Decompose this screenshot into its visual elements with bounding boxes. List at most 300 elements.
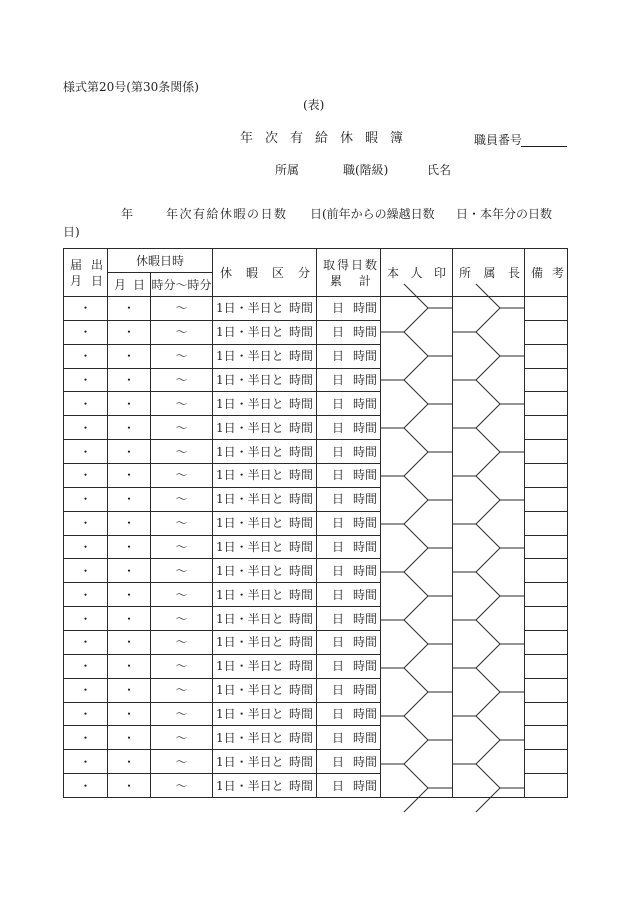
remarks-cell: [525, 678, 568, 702]
table-row: [64, 702, 568, 726]
header-row-top: [64, 249, 568, 273]
leave-category-hours-unit: 時間: [289, 396, 314, 411]
leave-date-dot: ・: [122, 778, 135, 793]
leave-category-day-option: 1日・半日と: [216, 444, 284, 459]
table-row: [64, 320, 568, 344]
notification-date-dot: ・: [79, 683, 92, 698]
header-notification-date: [64, 249, 113, 297]
header-self-seal: [381, 249, 458, 297]
days-taken-days-unit: 日: [332, 516, 345, 531]
leave-time-tilde: 〜: [175, 516, 188, 531]
days-taken-days-unit: 日: [332, 373, 345, 387]
notification-date-cell: [64, 607, 108, 631]
days-taken-total-cell: [317, 344, 381, 368]
supervisor-seal-cell: [453, 774, 525, 798]
header-supervisor: [453, 249, 533, 297]
supervisor-seal-cell: [453, 297, 525, 321]
remarks-cell: [525, 511, 568, 535]
days-taken-days-unit: 日: [332, 563, 345, 578]
days-taken-hours-unit: 時間: [353, 516, 378, 531]
leave-date-cell: [108, 774, 151, 798]
leave-time-tilde: 〜: [175, 778, 188, 793]
leave-category-hours-unit: 時間: [289, 420, 314, 435]
notification-date-cell: [64, 774, 108, 798]
days-taken-hours-unit: 時間: [353, 611, 378, 626]
leave-time-cell: [151, 297, 213, 321]
table-row: [64, 583, 568, 607]
header-leave-time: [151, 273, 213, 297]
leave-category-day-option: 1日・半日と: [216, 492, 284, 507]
self-seal-cell: [381, 320, 453, 344]
notification-date-dot: ・: [79, 516, 92, 531]
notification-date-dot: ・: [79, 754, 92, 769]
leave-date-cell: [108, 344, 151, 368]
leave-category-hours-unit: 時間: [289, 492, 314, 507]
leave-time-cell: [151, 631, 213, 655]
leave-category-hours-unit: 時間: [289, 563, 314, 578]
notification-date-dot: ・: [79, 325, 92, 340]
table-row: [64, 297, 568, 321]
notification-date-dot: ・: [79, 659, 92, 674]
self-seal-cell: [381, 368, 453, 392]
header-days-taken-bottom: 累計: [330, 273, 389, 288]
self-seal-cell: [381, 487, 453, 511]
table-row: [64, 678, 568, 702]
days-taken-days-unit: 日: [332, 635, 345, 650]
leave-category-day-option: 1日・半日と: [216, 683, 284, 698]
notification-date-dot: ・: [79, 707, 92, 722]
leave-category-day-option: 1日・半日と: [216, 778, 284, 793]
header-notification-date-bottom: 月日: [70, 273, 113, 288]
notification-date-cell: [64, 392, 108, 416]
leave-date-dot: ・: [122, 396, 135, 411]
supervisor-seal-cell: [453, 631, 525, 655]
notification-date-dot: ・: [79, 540, 92, 555]
leave-category-hours-unit: 時間: [289, 730, 314, 745]
leave-time-cell: [151, 726, 213, 750]
leave-date-cell: [108, 583, 151, 607]
leave-category-cell: [213, 392, 317, 416]
days-taken-total-cell: [317, 320, 381, 344]
leave-category-cell: [213, 416, 317, 440]
leave-time-tilde: 〜: [175, 325, 188, 340]
leave-date-cell: [108, 297, 151, 321]
table-row: [64, 440, 568, 464]
remarks-cell: [525, 774, 568, 798]
leave-category-day-option: 1日・半日と: [216, 659, 284, 674]
remarks-cell: [525, 487, 568, 511]
header-leave-datetime-label: 休暇日時: [136, 253, 185, 268]
notification-date-dot: ・: [79, 396, 92, 411]
header-days-taken: [317, 249, 389, 297]
leave-time-cell: [151, 702, 213, 726]
notification-date-cell: [64, 559, 108, 583]
days-taken-total-cell: [317, 583, 381, 607]
leave-date-dot: ・: [122, 659, 135, 674]
leave-category-hours-unit: 時間: [289, 349, 314, 364]
leave-category-day-option: 1日・半日と: [216, 373, 284, 387]
self-seal-cell: [381, 654, 453, 678]
header-self-seal-label: 本人印: [387, 265, 458, 280]
leave-category-cell: [213, 344, 317, 368]
leave-category-day-option: 1日・半日と: [216, 349, 284, 364]
header-leave-category-label: 休暇区分: [220, 265, 325, 280]
leave-date-cell: [108, 440, 151, 464]
notification-date-cell: [64, 702, 108, 726]
leave-time-cell: [151, 392, 213, 416]
days-taken-days-unit: 日: [332, 730, 345, 745]
remarks-cell: [525, 464, 568, 488]
self-seal-cell: [381, 678, 453, 702]
leave-time-tilde: 〜: [175, 683, 188, 698]
days-taken-hours-unit: 時間: [353, 492, 378, 507]
leave-category-cell: [213, 320, 317, 344]
self-seal-cell: [381, 297, 453, 321]
supervisor-seal-cell: [453, 559, 525, 583]
leave-time-tilde: 〜: [175, 396, 188, 411]
leave-category-cell: [213, 654, 317, 678]
days-taken-total-cell: [317, 702, 381, 726]
days-taken-hours-unit: 時間: [353, 396, 378, 411]
notification-date-cell: [64, 487, 108, 511]
remarks-cell: [525, 440, 568, 464]
self-seal-cell: [381, 702, 453, 726]
leave-time-cell: [151, 511, 213, 535]
leave-time-tilde: 〜: [175, 563, 188, 578]
leave-category-cell: [213, 297, 317, 321]
notification-date-dot: ・: [79, 444, 92, 459]
leave-time-cell: [151, 750, 213, 774]
leave-category-hours-unit: 時間: [289, 516, 314, 531]
notification-date-dot: ・: [79, 468, 92, 483]
days-taken-days-unit: 日: [332, 444, 345, 459]
days-taken-total-cell: [317, 654, 381, 678]
days-taken-days-unit: 日: [332, 492, 345, 507]
leave-category-hours-unit: 時間: [289, 659, 314, 674]
notification-date-cell: [64, 678, 108, 702]
remarks-cell: [525, 559, 568, 583]
leave-category-cell: [213, 774, 317, 798]
leave-date-cell: [108, 464, 151, 488]
self-seal-cell: [381, 440, 453, 464]
leave-date-cell: [108, 392, 151, 416]
days-taken-total-cell: [317, 607, 381, 631]
days-taken-hours-unit: 時間: [353, 730, 378, 745]
days-taken-hours-unit: 時間: [353, 707, 378, 722]
days-taken-days-unit: 日: [332, 611, 345, 626]
leave-category-day-option: 1日・半日と: [216, 540, 284, 555]
leave-date-dot: ・: [122, 754, 135, 769]
days-taken-days-unit: 日: [332, 540, 345, 555]
header-notification-date-top: 届出: [70, 257, 113, 272]
self-seal-cell: [381, 583, 453, 607]
leave-category-hours-unit: 時間: [289, 778, 314, 793]
leave-category-hours-unit: 時間: [289, 635, 314, 650]
days-taken-hours-unit: 時間: [353, 468, 378, 483]
leave-category-cell: [213, 631, 317, 655]
leave-date-cell: [108, 726, 151, 750]
supervisor-seal-cell: [453, 440, 525, 464]
leave-category-hours-unit: 時間: [289, 468, 314, 483]
leave-time-cell: [151, 678, 213, 702]
notification-date-cell: [64, 344, 108, 368]
leave-date-dot: ・: [122, 468, 135, 483]
leave-time-tilde: 〜: [175, 468, 188, 483]
leave-time-cell: [151, 464, 213, 488]
self-seal-cell: [381, 774, 453, 798]
leave-time-cell: [151, 440, 213, 464]
self-seal-cell: [381, 750, 453, 774]
leave-date-cell: [108, 559, 151, 583]
days-taken-total-cell: [317, 774, 381, 798]
leave-category-cell: [213, 702, 317, 726]
notification-date-dot: ・: [79, 563, 92, 578]
days-taken-days-unit: 日: [332, 659, 345, 674]
header-leave-time-label: 時分〜時分: [151, 277, 212, 292]
table-row: [64, 726, 568, 750]
leave-time-tilde: 〜: [175, 540, 188, 555]
leave-date-dot: ・: [122, 420, 135, 435]
days-taken-hours-unit: 時間: [353, 683, 378, 698]
notification-date-dot: ・: [79, 635, 92, 650]
leave-date-cell: [108, 678, 151, 702]
leave-date-dot: ・: [122, 683, 135, 698]
side-label: (表): [303, 98, 325, 112]
leave-category-day-option: 1日・半日と: [216, 635, 284, 650]
self-seal-cell: [381, 392, 453, 416]
header-leave-category: [213, 249, 325, 297]
notification-date-dot: ・: [79, 349, 92, 364]
self-seal-cell: [381, 559, 453, 583]
supervisor-seal-cell: [453, 416, 525, 440]
leave-category-cell: [213, 726, 317, 750]
leave-date-dot: ・: [122, 563, 135, 578]
remarks-cell: [525, 320, 568, 344]
leave-category-hours-unit: 時間: [289, 540, 314, 555]
notification-date-dot: ・: [79, 730, 92, 745]
leave-category-hours-unit: 時間: [289, 301, 314, 316]
supervisor-seal-cell: [453, 344, 525, 368]
days-taken-total-cell: [317, 726, 381, 750]
days-taken-total-cell: [317, 678, 381, 702]
leave-date-cell: [108, 702, 151, 726]
self-seal-cell: [381, 607, 453, 631]
notification-date-dot: ・: [79, 420, 92, 435]
days-taken-total-cell: [317, 535, 381, 559]
table-row: [64, 487, 568, 511]
supervisor-seal-cell: [453, 583, 525, 607]
leave-date-cell: [108, 320, 151, 344]
leave-category-cell: [213, 583, 317, 607]
leave-date-cell: [108, 368, 151, 392]
affiliation-label: 所属: [275, 163, 300, 177]
supervisor-seal-cell: [453, 750, 525, 774]
days-taken-days-unit: 日: [332, 301, 345, 316]
leave-time-cell: [151, 368, 213, 392]
notification-date-dot: ・: [79, 492, 92, 507]
table-row: [64, 464, 568, 488]
employee-number-label: 職員番号: [474, 133, 523, 147]
notification-date-cell: [64, 297, 108, 321]
leave-category-cell: [213, 750, 317, 774]
days-taken-hours-unit: 時間: [353, 778, 378, 793]
supervisor-seal-cell: [453, 535, 525, 559]
remarks-cell: [525, 392, 568, 416]
days-taken-total-cell: [317, 464, 381, 488]
leave-category-day-option: 1日・半日と: [216, 563, 284, 578]
notification-date-dot: ・: [79, 778, 92, 793]
notification-date-cell: [64, 535, 108, 559]
leave-date-dot: ・: [122, 540, 135, 555]
leave-category-hours-unit: 時間: [289, 611, 314, 626]
notification-date-cell: [64, 654, 108, 678]
notification-date-cell: [64, 320, 108, 344]
days-taken-hours-unit: 時間: [353, 420, 378, 435]
supervisor-seal-cell: [453, 678, 525, 702]
leave-category-hours-unit: 時間: [289, 587, 314, 602]
leave-category-hours-unit: 時間: [289, 373, 314, 387]
self-seal-cell: [381, 416, 453, 440]
remarks-cell: [525, 368, 568, 392]
leave-time-tilde: 〜: [175, 707, 188, 722]
leave-time-tilde: 〜: [175, 730, 188, 745]
self-seal-cell: [381, 726, 453, 750]
table-header: [64, 249, 574, 297]
leave-category-hours-unit: 時間: [289, 683, 314, 698]
notification-date-cell: [64, 368, 108, 392]
supervisor-seal-cell: [453, 511, 525, 535]
self-seal-cell: [381, 631, 453, 655]
leave-category-day-option: 1日・半日と: [216, 587, 284, 602]
days-taken-days-unit: 日: [332, 587, 345, 602]
notification-date-cell: [64, 631, 108, 655]
leave-ledger: [63, 248, 574, 797]
page-title: 年次有給休暇簿: [240, 131, 416, 146]
leave-time-tilde: 〜: [175, 635, 188, 650]
days-taken-hours-unit: 時間: [353, 444, 378, 459]
remarks-cell: [525, 631, 568, 655]
supervisor-seal-cell: [453, 654, 525, 678]
leave-category-day-option: 1日・半日と: [216, 754, 284, 769]
leave-ledger-table: [63, 248, 574, 798]
leave-date-cell: [108, 487, 151, 511]
leave-date-dot: ・: [122, 325, 135, 340]
days-taken-total-cell: [317, 511, 381, 535]
leave-category-day-option: 1日・半日と: [216, 516, 284, 531]
leave-time-cell: [151, 559, 213, 583]
employee-number-blank-line: [521, 146, 567, 147]
leave-category-hours-unit: 時間: [289, 325, 314, 340]
days-taken-total-cell: [317, 392, 381, 416]
days-taken-days-unit: 日: [332, 396, 345, 411]
leave-time-tilde: 〜: [175, 587, 188, 602]
table-row: [64, 511, 568, 535]
leave-date-cell: [108, 511, 151, 535]
leave-time-cell: [151, 416, 213, 440]
table-row: [64, 750, 568, 774]
days-taken-days-unit: 日: [332, 707, 345, 722]
remarks-cell: [525, 726, 568, 750]
leave-time-tilde: 〜: [175, 754, 188, 769]
leave-time-cell: [151, 583, 213, 607]
days-taken-days-unit: 日: [332, 683, 345, 698]
leave-time-cell: [151, 654, 213, 678]
notification-date-dot: ・: [79, 301, 92, 316]
notification-date-dot: ・: [79, 587, 92, 602]
supervisor-seal-cell: [453, 320, 525, 344]
days-taken-total-cell: [317, 487, 381, 511]
leave-category-day-option: 1日・半日と: [216, 420, 284, 435]
form-number: 様式第20号(第30条関係): [63, 80, 199, 94]
leave-date-dot: ・: [122, 444, 135, 459]
days-taken-hours-unit: 時間: [353, 301, 378, 316]
days-taken-total-cell: [317, 416, 381, 440]
days-taken-hours-unit: 時間: [353, 349, 378, 364]
notification-date-dot: ・: [79, 611, 92, 626]
remarks-cell: [525, 297, 568, 321]
leave-time-tilde: 〜: [175, 373, 188, 387]
leave-category-day-option: 1日・半日と: [216, 730, 284, 745]
days-taken-hours-unit: 時間: [353, 659, 378, 674]
supervisor-seal-cell: [453, 392, 525, 416]
table-row: [64, 392, 568, 416]
days-taken-days-unit: 日: [332, 754, 345, 769]
leave-time-tilde: 〜: [175, 444, 188, 459]
days-taken-hours-unit: 時間: [353, 325, 378, 340]
remarks-cell: [525, 702, 568, 726]
leave-date-cell: [108, 631, 151, 655]
leave-date-cell: [108, 535, 151, 559]
leave-category-cell: [213, 535, 317, 559]
leave-time-cell: [151, 320, 213, 344]
header-supervisor-label: 所属長: [459, 265, 533, 280]
days-taken-hours-unit: 時間: [353, 373, 378, 387]
days-taken-days-unit: 日: [332, 325, 345, 340]
leave-date-dot: ・: [122, 611, 135, 626]
supervisor-seal-cell: [453, 702, 525, 726]
self-seal-cell: [381, 344, 453, 368]
leave-category-hours-unit: 時間: [289, 444, 314, 459]
leave-category-day-option: 1日・半日と: [216, 396, 284, 411]
leave-time-tilde: 〜: [175, 301, 188, 316]
header-remarks: [525, 249, 574, 297]
supervisor-seal-cell: [453, 464, 525, 488]
days-taken-hours-unit: 時間: [353, 754, 378, 769]
leave-time-cell: [151, 344, 213, 368]
leave-time-cell: [151, 607, 213, 631]
days-line-annual-leave: 年次有給休暇の日数: [166, 207, 288, 221]
leave-date-dot: ・: [122, 730, 135, 745]
table-row: [64, 535, 568, 559]
leave-time-cell: [151, 535, 213, 559]
leave-category-cell: [213, 559, 317, 583]
leave-time-tilde: 〜: [175, 349, 188, 364]
remarks-cell: [525, 750, 568, 774]
leave-time-cell: [151, 774, 213, 798]
supervisor-seal-cell: [453, 368, 525, 392]
days-taken-hours-unit: 時間: [353, 635, 378, 650]
leave-date-cell: [108, 607, 151, 631]
leave-date-dot: ・: [122, 349, 135, 364]
leave-time-tilde: 〜: [175, 420, 188, 435]
leave-date-cell: [108, 750, 151, 774]
leave-category-day-option: 1日・半日と: [216, 325, 284, 340]
leave-category-cell: [213, 487, 317, 511]
table-row: [64, 774, 568, 798]
days-line-closing: 日): [63, 225, 80, 239]
leave-date-dot: ・: [122, 492, 135, 507]
notification-date-dot: ・: [79, 373, 92, 387]
